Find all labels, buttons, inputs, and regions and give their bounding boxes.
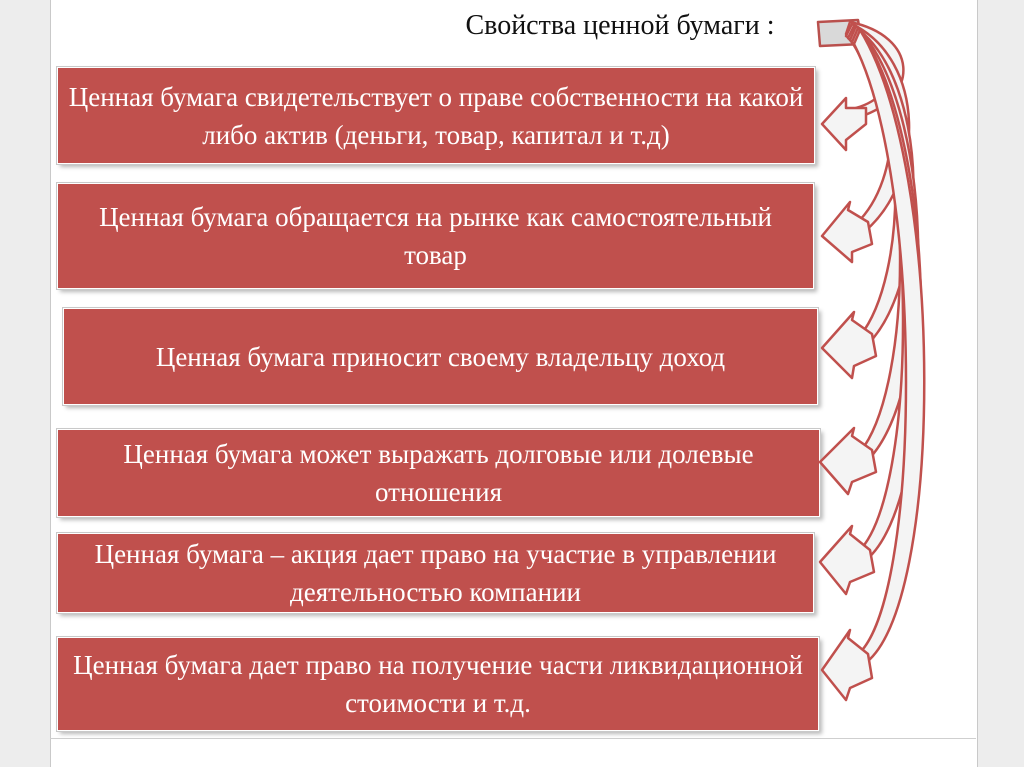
property-box-6: Ценная бумага дает право на получение части ликвидационной стоимости и т.д. <box>57 637 819 731</box>
diagram-title: Свойства ценной бумаги : <box>465 10 775 41</box>
property-box-3: Ценная бумага приносит своему владельцу доход <box>63 308 818 405</box>
property-box-5: Ценная бумага – акция дает право на участие в управлении деятельностью компании <box>57 533 814 613</box>
property-box-1: Ценная бумага свидетельствует о праве собственности на какой либо актив (деньги, товар, капитал и т.д) <box>57 67 815 164</box>
property-box-4: Ценная бумага может выражать долговые или долевые отношения <box>57 429 820 517</box>
property-box-2: Ценная бумага обращается на рынке как самостоятельный товар <box>57 183 814 289</box>
